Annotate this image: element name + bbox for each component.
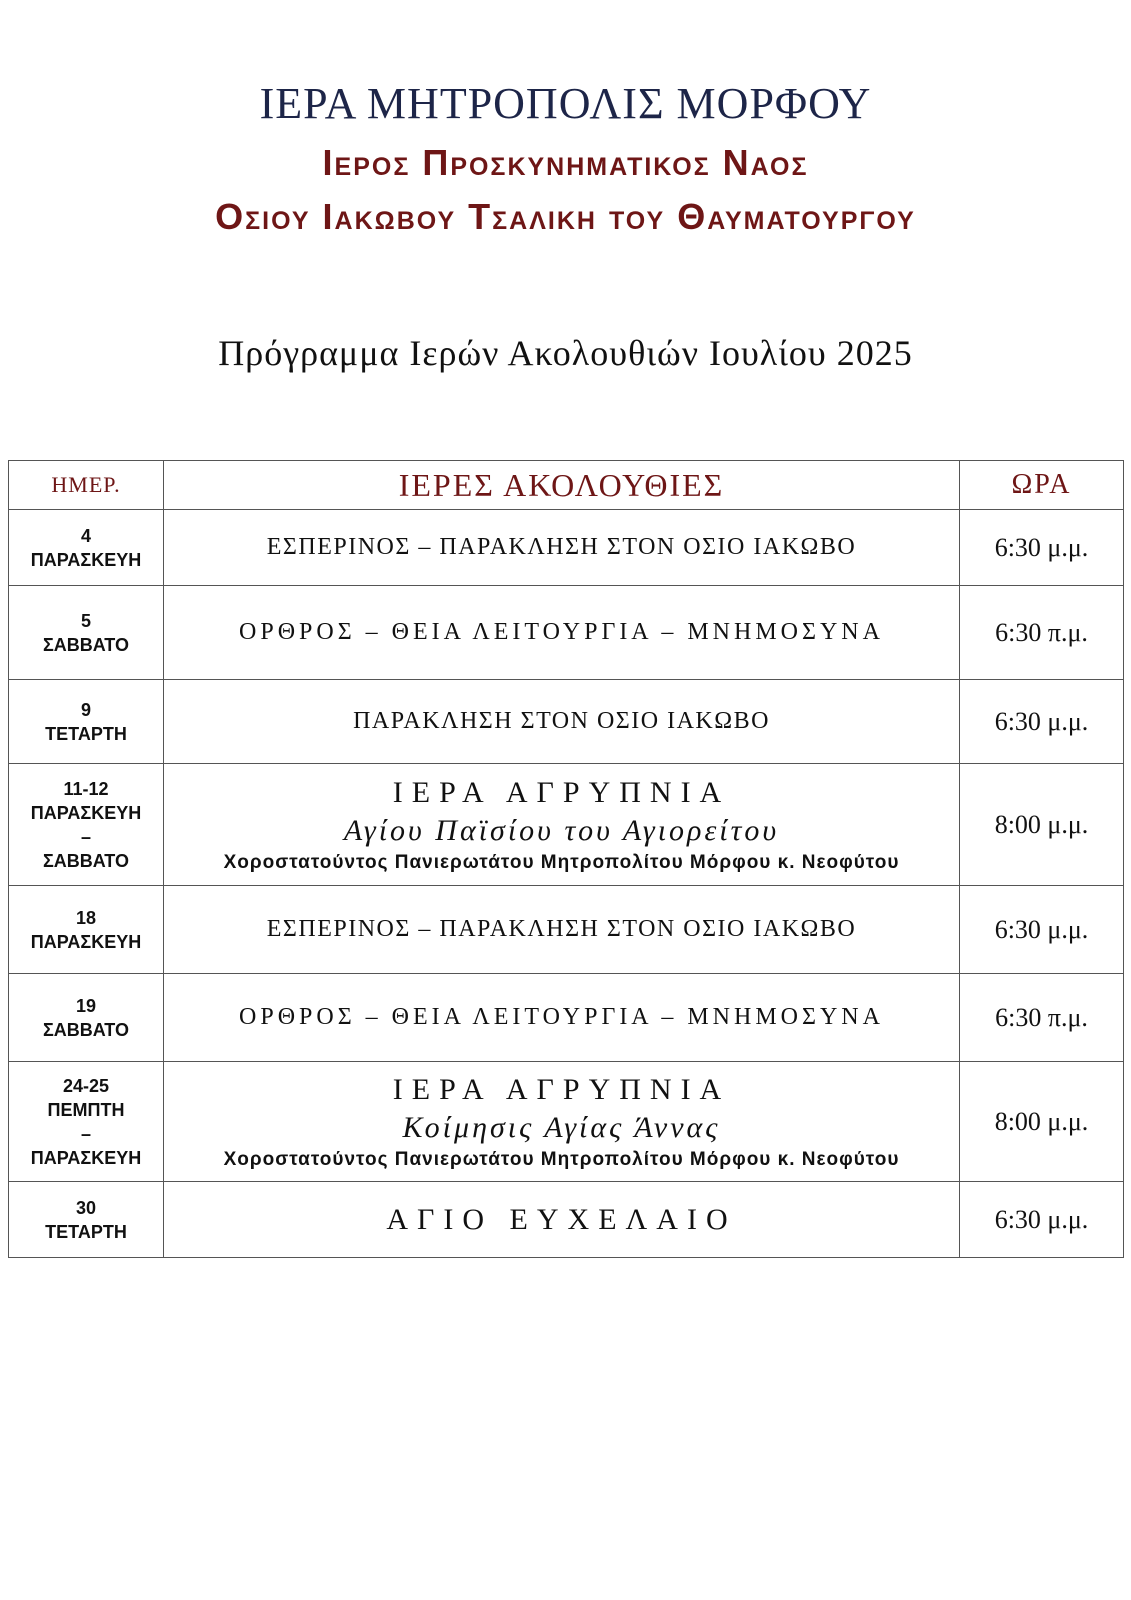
day-name: ΠΑΡΑΣΚΕΥΗ: [30, 931, 142, 952]
day-cell: [9, 974, 164, 1062]
day-name: ΣΑΒΒΑΤΟ: [43, 634, 129, 655]
church-title: Ιερος Προσκυνηματικος Ναος: [322, 142, 809, 183]
header-time: ΩΡΑ: [960, 461, 1124, 510]
header-day: ΗΜΕΡ.: [9, 461, 164, 510]
service-note: Χοροστατούντος Πανιερωτάτου Μητροπολίτου Μόρφου κ. Νεοφύτου: [223, 1148, 900, 1170]
table-row: [9, 586, 1124, 680]
table-row: [9, 1182, 1124, 1258]
time-cell: 8:00 μ.μ.: [960, 1062, 1124, 1182]
service-name: ΙΕΡΑ ΑΓΡΥΠΝΙΑ: [392, 775, 731, 809]
time-cell: 6:30 μ.μ.: [960, 510, 1124, 586]
time-cell: 6:30 π.μ.: [960, 586, 1124, 680]
day-cell: [9, 886, 164, 974]
day-name-second: ΣΑΒΒΑΤΟ: [43, 850, 129, 871]
service-cell: [164, 974, 960, 1062]
service-subtitle: Αγίου Παϊσίου του Αγιορείτου: [343, 813, 780, 847]
day-number: 4: [80, 525, 91, 546]
table-row: [9, 680, 1124, 764]
day-name: ΠΕΜΠΤΗ: [47, 1099, 125, 1120]
service-cell: [164, 1062, 960, 1182]
service-name: ΟΡΘΡΟΣ – ΘΕΙΑ ΛΕΙΤΟΥΡΓΙΑ – ΜΝΗΜΟΣΥΝΑ: [239, 619, 884, 645]
service-cell: [164, 1182, 960, 1258]
service-name: ΠΑΡΑΚΛΗΣΗ ΣΤΟΝ ΟΣΙΟ ΙΑΚΩΒΟ: [353, 708, 770, 734]
service-cell: [164, 764, 960, 886]
header-services: ΙΕΡΕΣ ΑΚΟΛΟΥΘΙΕΣ: [164, 461, 960, 510]
day-cell: [9, 510, 164, 586]
day-separator: –: [80, 1123, 91, 1144]
service-cell: [164, 586, 960, 680]
day-cell: [9, 1182, 164, 1258]
table-row: [9, 886, 1124, 974]
day-separator: –: [80, 826, 91, 847]
service-cell: [164, 886, 960, 974]
time-cell: 6:30 μ.μ.: [960, 886, 1124, 974]
day-number: 24-25: [62, 1075, 110, 1096]
day-number: 5: [80, 610, 91, 631]
service-name: ΑΓΙΟ ΕΥΧΕΛΑΙΟ: [386, 1202, 737, 1236]
table-row: [9, 764, 1124, 886]
time-cell: 8:00 μ.μ.: [960, 764, 1124, 886]
service-name: ΕΣΠΕΡΙΝΟΣ – ΠΑΡΑΚΛΗΣΗ ΣΤΟΝ ΟΣΙΟ ΙΑΚΩΒΟ: [266, 534, 857, 560]
schedule-title: Πρόγραμμα Ιερών Ακολουθιών Ιουλίου 2025: [218, 333, 913, 373]
day-name: ΠΑΡΑΣΚΕΥΗ: [30, 549, 142, 570]
service-note: Χοροστατούντος Πανιερωτάτου Μητροπολίτου Μόρφου κ. Νεοφύτου: [223, 851, 900, 873]
day-name: ΣΑΒΒΑΤΟ: [43, 1019, 129, 1040]
day-number: 19: [75, 995, 97, 1016]
service-cell: [164, 510, 960, 586]
day-cell: [9, 680, 164, 764]
time-cell: 6:30 μ.μ.: [960, 1182, 1124, 1258]
service-name: ΕΣΠΕΡΙΝΟΣ – ΠΑΡΑΚΛΗΣΗ ΣΤΟΝ ΟΣΙΟ ΙΑΚΩΒΟ: [266, 916, 857, 942]
time-cell: 6:30 μ.μ.: [960, 680, 1124, 764]
day-cell: [9, 1062, 164, 1182]
day-number: 11-12: [63, 778, 109, 799]
service-name: ΙΕΡΑ ΑΓΡΥΠΝΙΑ: [392, 1072, 731, 1106]
table-row: [9, 974, 1124, 1062]
day-number: 9: [80, 699, 91, 720]
day-name-second: ΠΑΡΑΣΚΕΥΗ: [30, 1147, 142, 1168]
table-row: [9, 510, 1124, 586]
day-name: ΤΕΤΑΡΤΗ: [45, 1221, 127, 1242]
service-cell: [164, 680, 960, 764]
day-name: ΤΕΤΑΡΤΗ: [45, 723, 127, 744]
table-header-row: [9, 461, 1124, 510]
schedule-table: [8, 460, 1124, 1258]
service-name: ΟΡΘΡΟΣ – ΘΕΙΑ ΛΕΙΤΟΥΡΓΙΑ – ΜΝΗΜΟΣΥΝΑ: [239, 1004, 884, 1030]
time-cell: 6:30 π.μ.: [960, 974, 1124, 1062]
service-subtitle: Κοίμησις Αγίας Άννας: [402, 1110, 721, 1144]
table-row: [9, 1062, 1124, 1182]
day-number: 18: [75, 907, 97, 928]
day-cell: [9, 764, 164, 886]
metropolis-title: ΙΕΡΑ ΜΗΤΡΟΠΟΛΙΣ ΜΟΡΦΟΥ: [259, 79, 872, 128]
day-name: ΠΑΡΑΣΚΕΥΗ: [30, 802, 142, 823]
saint-title: Οσιου Ιακωβου Τσαλικη του Θαυματουργου: [215, 196, 916, 237]
day-cell: [9, 586, 164, 680]
day-number: 30: [75, 1197, 97, 1218]
